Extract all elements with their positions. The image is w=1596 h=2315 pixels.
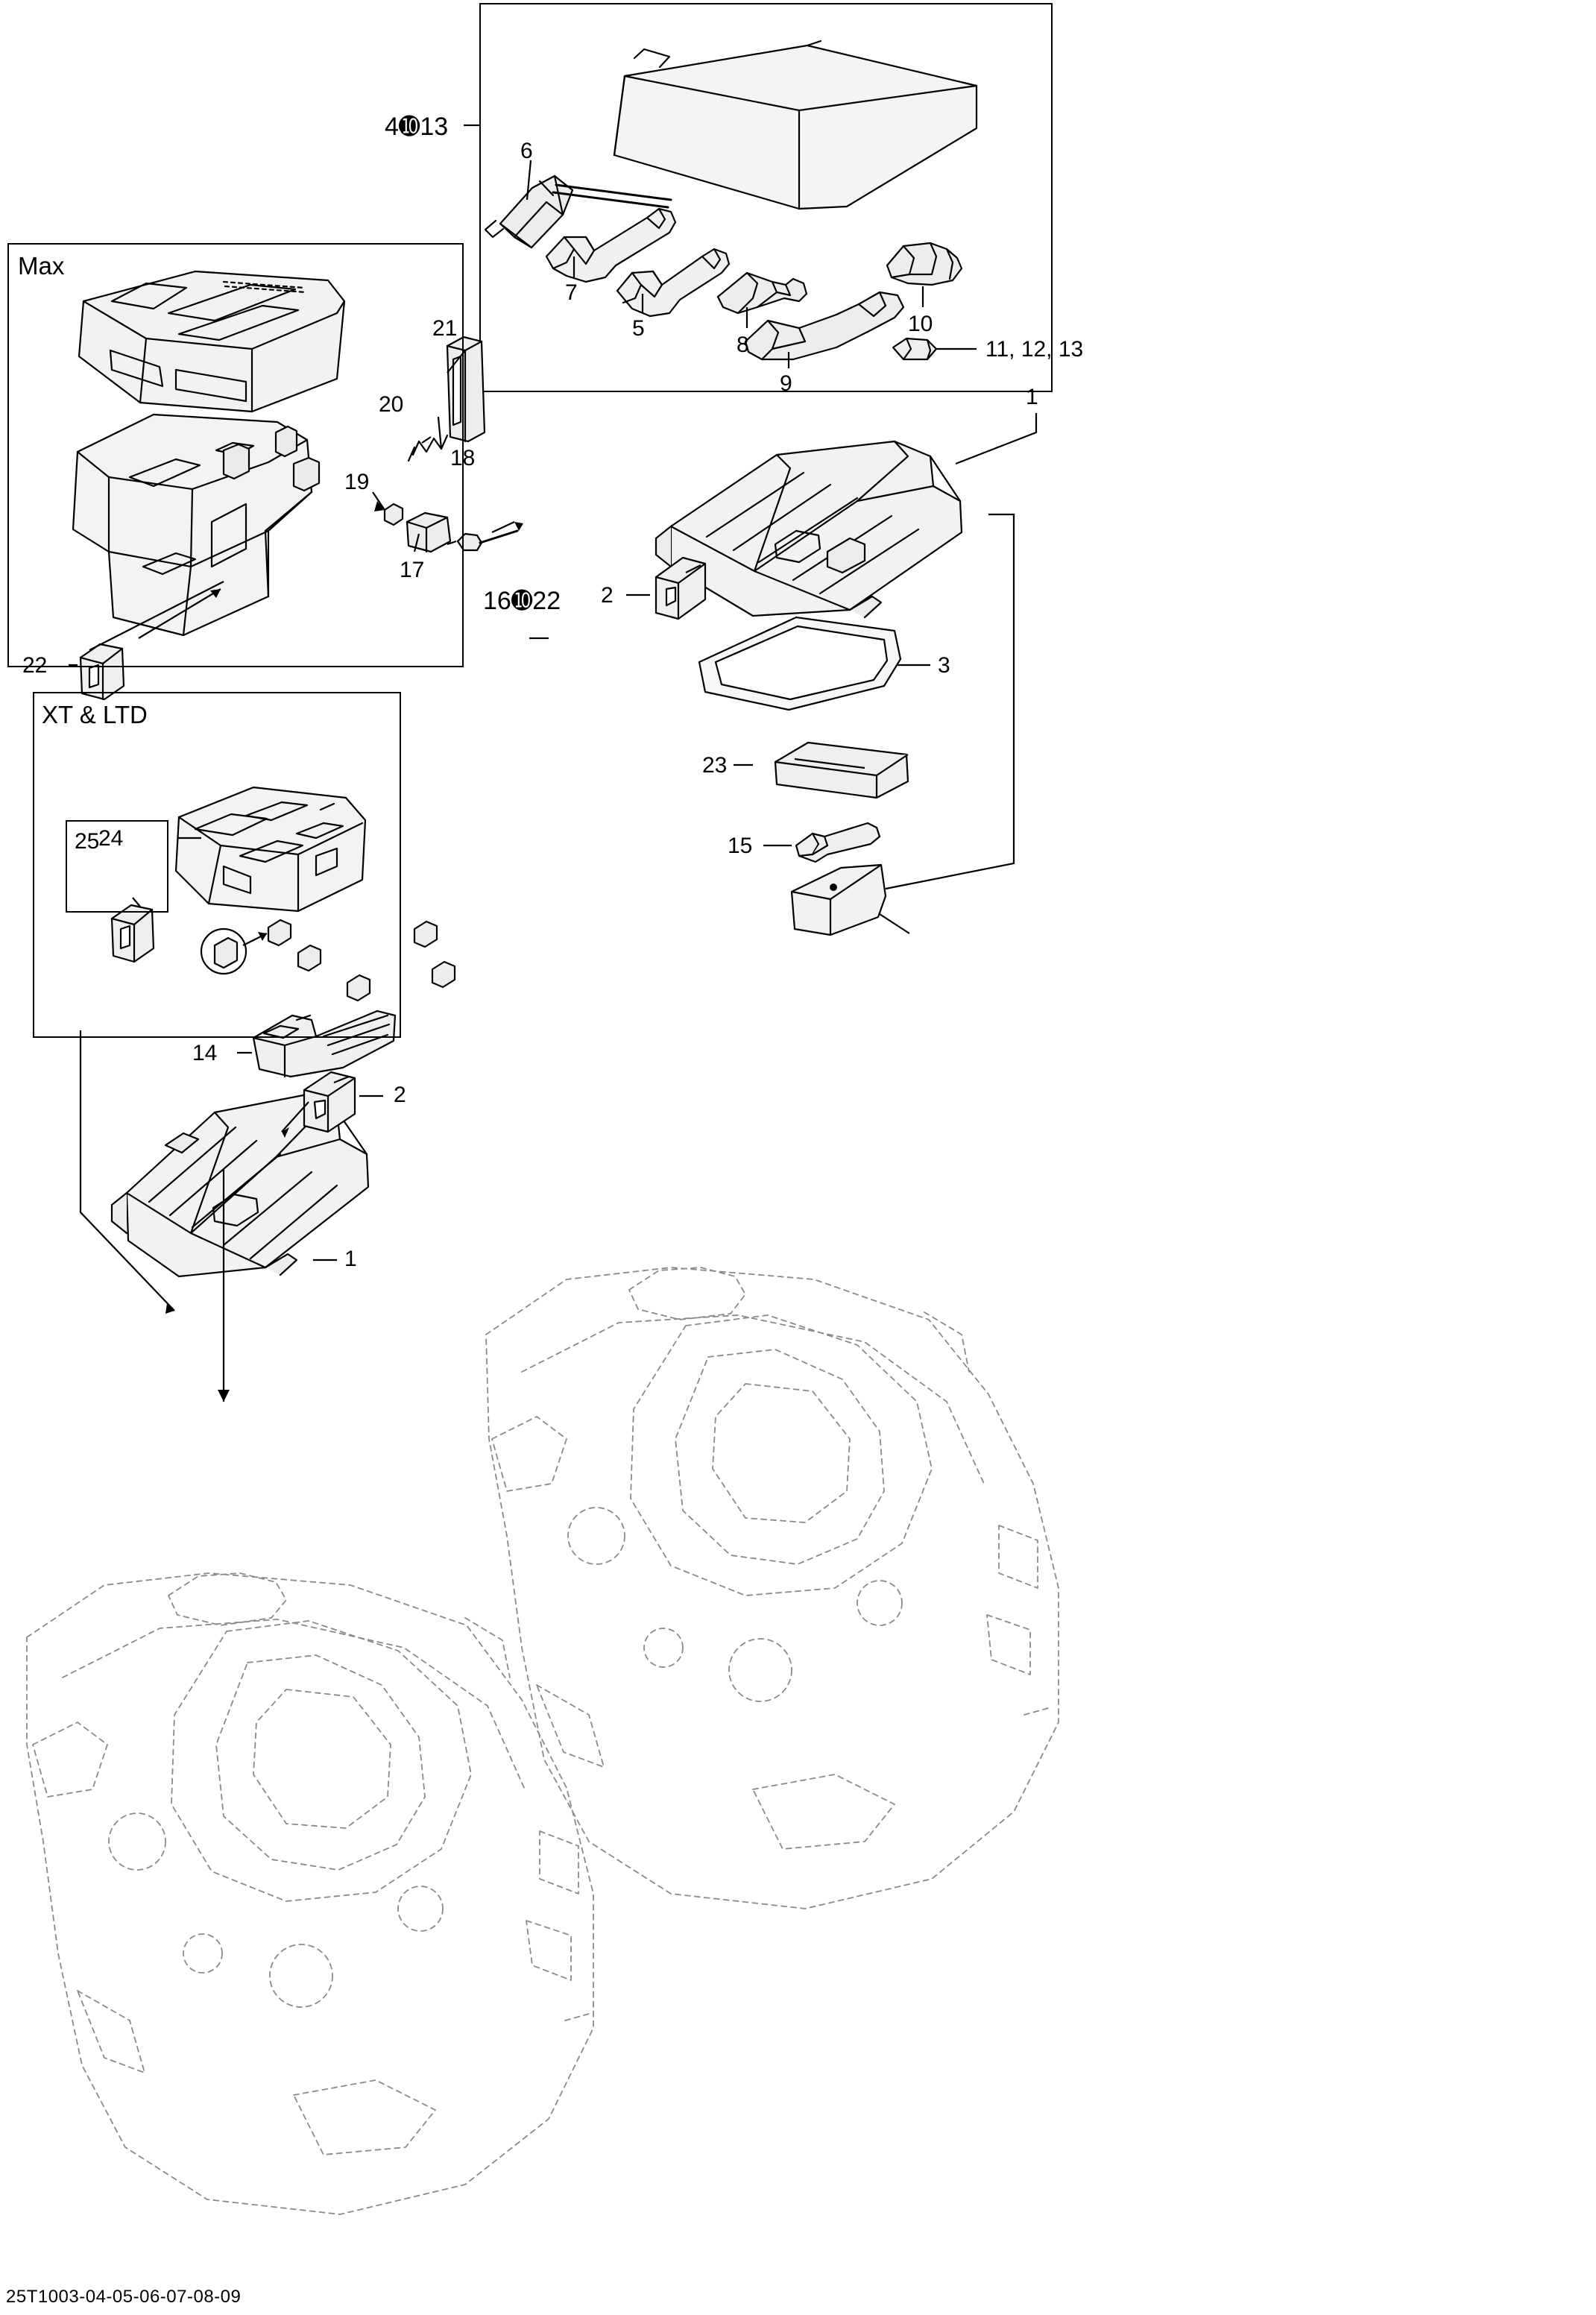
- panel-max-title: Max: [18, 252, 65, 280]
- callout-item-19: 19: [344, 470, 370, 494]
- panel-xtltd-title: XT & LTD: [42, 701, 148, 728]
- callout-item-18: 18: [450, 446, 476, 470]
- callout-item-11-12-13: 11, 12, 13: [985, 337, 1084, 362]
- callout-item-3: 3: [938, 653, 950, 678]
- callout-item-9: 9: [780, 371, 792, 396]
- callout-item-1-top: 1: [1026, 385, 1038, 409]
- callout-toolkit-group: 4➓13: [385, 113, 449, 141]
- callout-item-22: 22: [22, 653, 48, 678]
- callout-item-14: 14: [192, 1041, 218, 1065]
- callout-item-21: 21: [432, 316, 458, 341]
- callout-item-2-bottom: 2: [394, 1083, 406, 1107]
- panel-max: [7, 243, 464, 667]
- callout-item-20: 20: [379, 392, 404, 417]
- callout-item-7: 7: [565, 280, 578, 305]
- callout-item-5: 5: [632, 316, 645, 341]
- callout-max-group: 16➓22: [483, 587, 561, 615]
- callout-item-23: 23: [702, 753, 728, 778]
- callout-item-17: 17: [400, 558, 425, 582]
- callout-item-24: 24: [98, 826, 124, 851]
- callout-item-1-bottom: 1: [344, 1247, 357, 1271]
- callout-item-15: 15: [728, 834, 753, 858]
- callout-item-8: 8: [737, 333, 749, 357]
- callout-item-25: 25: [75, 829, 100, 854]
- callout-item-6: 6: [520, 139, 533, 163]
- footer-code: 25T1003-04-05-06-07-08-09: [6, 2287, 242, 2307]
- callout-item-2-top: 2: [601, 583, 614, 608]
- callout-item-10: 10: [908, 312, 933, 336]
